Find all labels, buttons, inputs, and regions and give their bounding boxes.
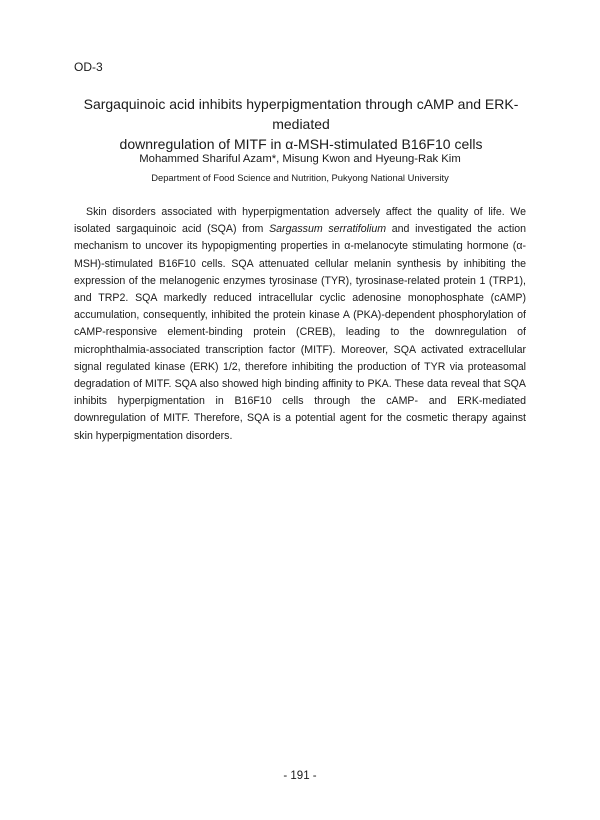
paper-title-line-2: downregulation of MITF in α-MSH-stimulated B16F10 cells: [119, 136, 483, 152]
abstract-text-part-1: Skin disorders associated with hyperpigmentation adversely affect the quality of life. We isolated sargaquinoic acid (SQA) from: [74, 206, 526, 236]
author-affiliation: Department of Food Science and Nutrition, Pukyong National University: [151, 172, 449, 183]
species-name: Sargassum serratifolium: [269, 223, 387, 236]
paper-title-line-1: Sargaquinoic acid inhibits hyperpigmentation through cAMP and ERK-mediated: [83, 96, 519, 132]
author-list: Mohammed Shariful Azam*, Misung Kwon and Hyeung-Rak Kim: [139, 153, 461, 165]
abstract-body: [74, 204, 526, 445]
abstract-code: OD-3: [74, 60, 103, 74]
page-number: - 191 -: [283, 770, 317, 782]
paper-title: [60, 94, 542, 154]
abstract-text-part-2: and investigated the action mechanism to uncover its hypopigmenting properties in α-melanocyte stimulating hormone (α-MSH)-stimulated B16F10 cells. SQA attenuated cellular melanin synthesis by inhibiting the expression of the melanogenic enzymes tyrosinase (TYR), tyrosinase-related protein 1 (TRP1), and TRP2. SQA markedly reduced intracellular cyclic adenosine monophosphate (cAMP) accumulation, consequently, inhibited the protein kinase A (PKA)-dependent phosphorylation of cAMP-responsive element-binding protein (CREB), leading to the downregulation of microphthalmia-associated transcription factor (MITF). Moreover, SQA activated extracellular signal regulated kinase (ERK) 1/2, therefore inhibiting the production of TYR via proteasomal degradation of MITF. SQA also showed high binding affinity to PKA. These data reveal that SQA inhibits hyperpigmentation in B16F10 cells through the cAMP- and ERK-mediated downregulation of MITF. Therefore, SQA is a potential agent for the cosmetic therapy against skin hyperpigmentation disorders.: [74, 223, 527, 442]
